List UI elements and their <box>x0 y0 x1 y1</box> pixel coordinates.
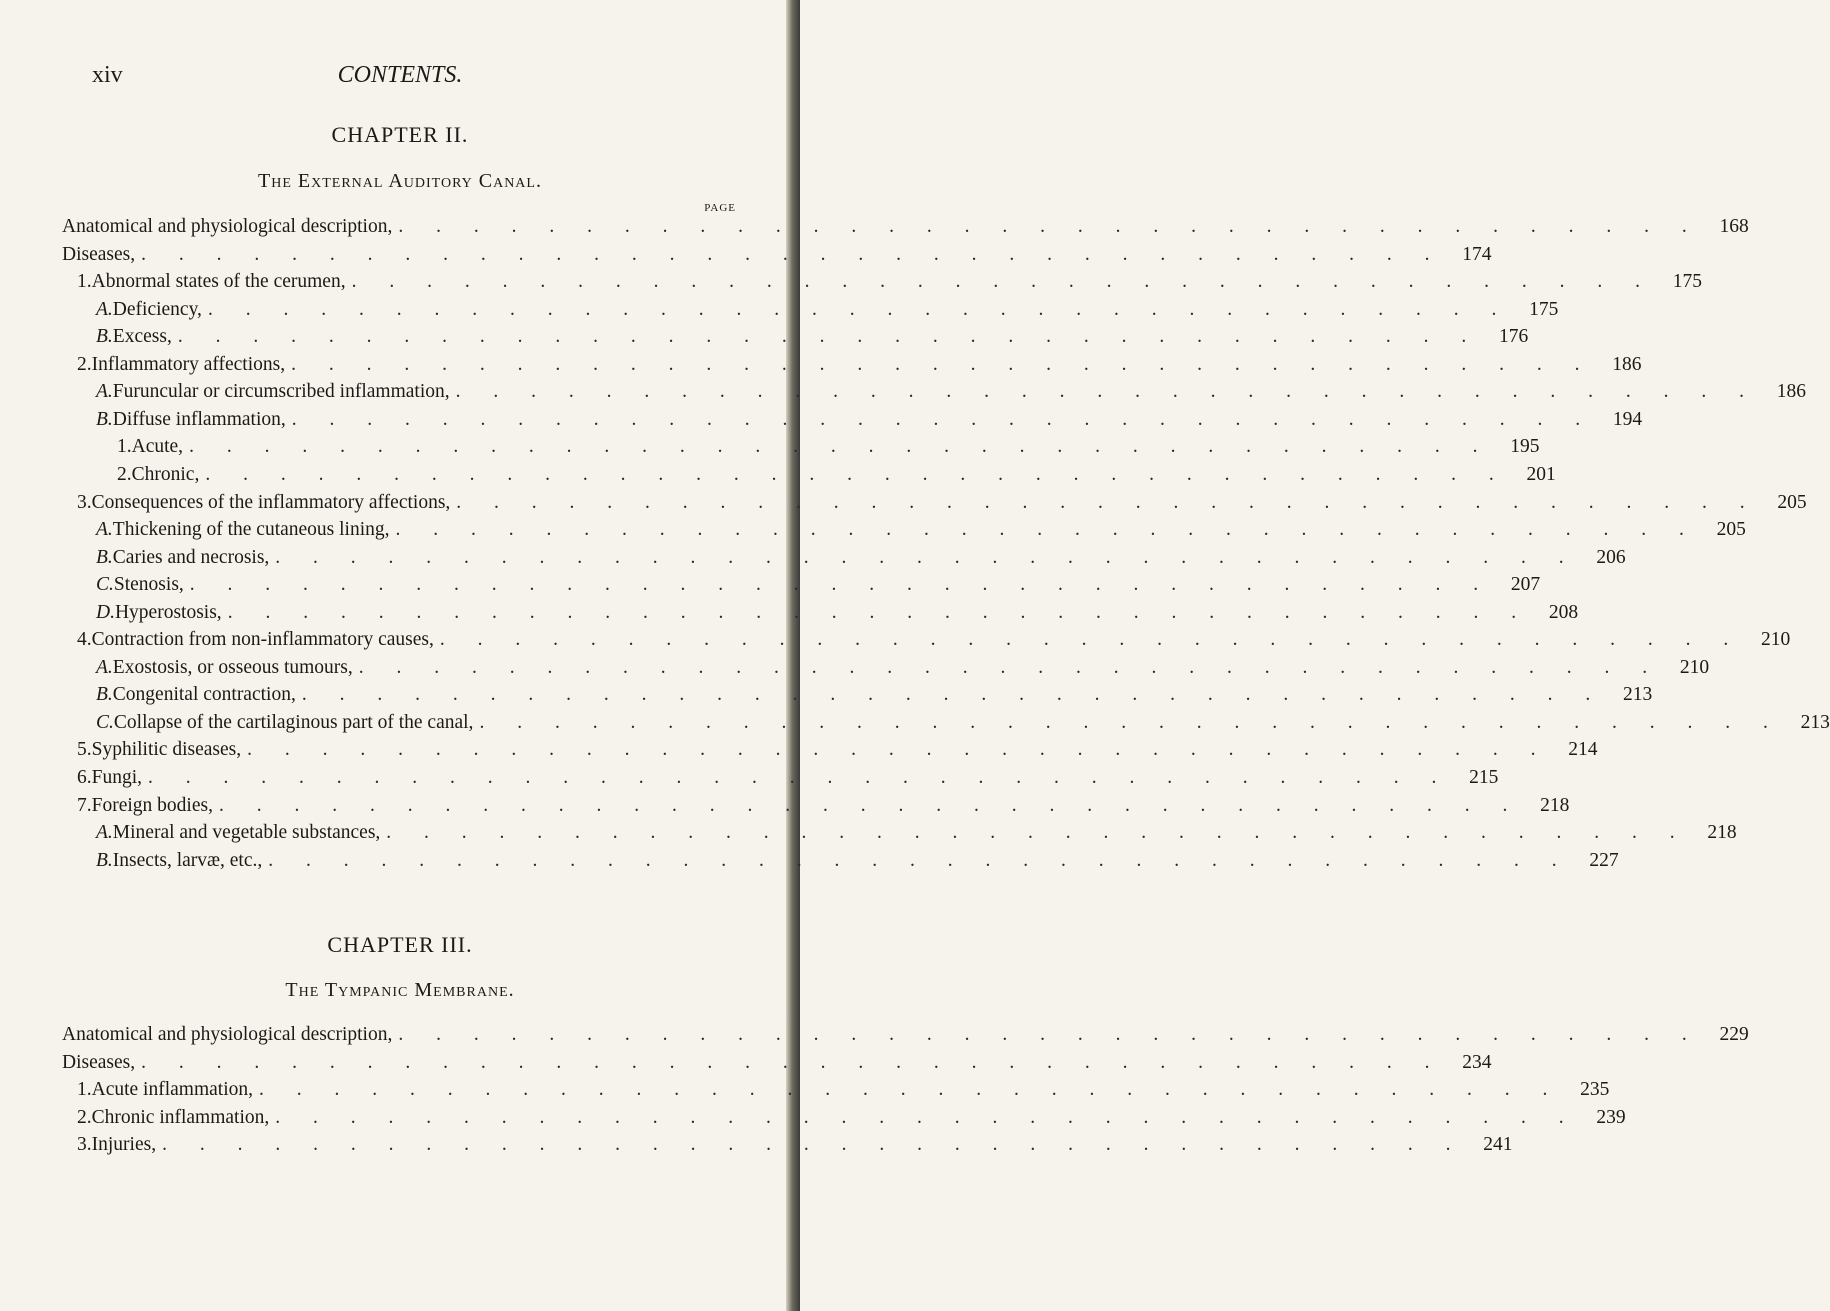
toc-entry <box>96 407 1643 433</box>
dot-leader: . . . . . . . . . . . . . . . . . . . . . . . . . . . . . . . . . . . <box>207 298 1511 320</box>
entry-text: Furuncular or circumscribed inflammation, <box>112 381 450 403</box>
toc-entry <box>77 793 1570 819</box>
entry-text: Hyperostosis, <box>114 601 222 623</box>
entry-number: 3. <box>77 1134 92 1156</box>
entry-page-number: 174 <box>1462 243 1492 265</box>
entry-page-number: 218 <box>1540 794 1570 816</box>
entry-text: Collapse of the cartilaginous part of the canal, <box>113 711 474 733</box>
entry-page-number: 207 <box>1510 574 1541 596</box>
dot-leader: . . . . . . . . . . . . . . . . . . . . . . . . . . . . . . . . . . . <box>386 822 1689 844</box>
toc-entry <box>77 627 1791 653</box>
entry-page-number: 208 <box>1548 601 1579 623</box>
page-number: xiv <box>92 62 123 88</box>
entry-letter: C. <box>96 711 114 733</box>
entry-text: Syphilitic diseases, <box>91 739 242 761</box>
entry-number: 4. <box>77 629 92 651</box>
dot-leader: . . . . . . . . . . . . . . . . . . . . . . . . . . . . . . . . . . . <box>218 794 1522 816</box>
toc-entry <box>96 572 1541 598</box>
entry-page-number: 175 <box>1672 271 1702 293</box>
dot-leader: . . . . . . . . . . . . . . . . . . . . . . . . . . . . . . . . . . . <box>291 408 1595 430</box>
dot-leader: . . . . . . . . . . . . . . . . . . . . . . . . . . . . . . . . . . . <box>141 243 1444 265</box>
entry-text: Insects, larvæ, etc., <box>112 849 263 871</box>
entry-text: Stenosis, <box>113 574 184 596</box>
entry-number: 7. <box>77 794 92 816</box>
dot-leader: . . . . . . . . . . . . . . . . . . . . . . . . . . . . . . . . . . . <box>395 519 1698 541</box>
entry-page-number: 175 <box>1529 298 1559 320</box>
dot-leader: . . . . . . . . . . . . . . . . . . . . . . . . . . . . . . . . . . . <box>141 1051 1444 1073</box>
entry-text: Congenital contraction, <box>112 684 296 706</box>
entry-page-number: 176 <box>1498 326 1529 348</box>
entry-text: Chronic inflammation, <box>91 1106 270 1128</box>
dot-leader: . . . . . . . . . . . . . . . . . . . . . . . . . . . . . . . . . . . <box>259 1079 1562 1101</box>
entry-number: 3. <box>77 491 92 513</box>
toc-entry <box>77 1077 1610 1103</box>
toc-entry <box>62 242 1492 268</box>
dot-leader: . . . . . . . . . . . . . . . . . . . . . . . . . . . . . . . . . . . <box>479 711 1782 733</box>
entry-page-number: 186 <box>1776 381 1806 403</box>
dot-leader: . . . . . . . . . . . . . . . . . . . . . . . . . . . . . . . . . . . <box>275 546 1578 568</box>
entry-page-number: 206 <box>1596 546 1626 568</box>
toc-entry <box>96 600 1579 626</box>
entry-page-number: 205 <box>1777 491 1807 513</box>
dot-leader: . . . . . . . . . . . . . . . . . . . . . . . . . . . . . . . . . . . <box>275 1106 1578 1128</box>
dot-leader: . . . . . . . . . . . . . . . . . . . . . . . . . . . . . . . . . . . <box>162 1134 1465 1156</box>
entry-text: Caries and necrosis, <box>112 546 270 568</box>
entry-text: Mineral and vegetable substances, <box>112 822 381 844</box>
entry-letter: A. <box>96 298 113 320</box>
page-header <box>0 62 800 92</box>
entry-text: Diseases, <box>62 243 136 265</box>
entry-text: Acute inflammation, <box>91 1079 253 1101</box>
entry-number: 6. <box>77 767 92 788</box>
toc-entry <box>96 655 1710 681</box>
entry-number: 2. <box>77 353 92 375</box>
toc-entry <box>96 324 1529 350</box>
toc-entry <box>96 682 1653 708</box>
dot-leader: . . . . . . . . . . . . . . . . . . . . . . . . . . . . . . . . . . . <box>177 326 1481 348</box>
entry-text: Anatomical and physiological description, <box>62 216 393 237</box>
dot-leader: . . . . . . . . . . . . . . . . . . . . . . . . . . . . . . . . . . . <box>398 1024 1701 1045</box>
entry-page-number: 235 <box>1580 1079 1610 1101</box>
toc-entry <box>96 820 1737 846</box>
entry-page-number: 201 <box>1526 463 1556 485</box>
toc-entry <box>117 434 1540 460</box>
chapter-2-subtitle: The External Auditory Canal. <box>258 170 542 192</box>
entry-subnumber: 2. <box>117 463 132 485</box>
entry-text: Excess, <box>112 326 172 348</box>
dot-leader: . . . . . . . . . . . . . . . . . . . . . . . . . . . . . . . . . . . <box>148 767 1451 788</box>
entry-page-number: 195 <box>1510 436 1540 458</box>
dot-leader: . . . . . . . . . . . . . . . . . . . . . . . . . . . . . . . . . . . <box>291 353 1594 375</box>
chapter-3-title: CHAPTER III. <box>327 932 473 957</box>
entry-number: 5. <box>77 739 92 761</box>
dot-leader: . . . . . . . . . . . . . . . . . . . . . . . . . . . . . . . . . . . <box>189 436 1492 458</box>
toc-entry <box>62 1022 1749 1048</box>
entry-letter: B. <box>96 684 113 706</box>
toc-entry <box>77 490 1807 516</box>
entry-number: 1. <box>77 1079 92 1101</box>
toc-entry <box>96 517 1746 543</box>
toc-entry <box>77 765 1499 791</box>
entry-page-number: 239 <box>1596 1106 1626 1128</box>
toc-entry <box>96 545 1626 571</box>
entry-page-number: 194 <box>1612 408 1643 430</box>
entry-page-number: 241 <box>1483 1134 1513 1156</box>
dot-leader: . . . . . . . . . . . . . . . . . . . . . . . . . . . . . . . . . . . <box>455 381 1758 403</box>
entry-page-number: 213 <box>1622 684 1653 706</box>
entry-text: Deficiency, <box>112 298 202 320</box>
entry-page-number: 210 <box>1761 629 1791 651</box>
page-column-label: PAGE <box>704 202 736 214</box>
entry-letter: B. <box>96 849 113 871</box>
toc-entry <box>77 1105 1626 1131</box>
entry-page-number: 210 <box>1679 656 1710 678</box>
entry-text: Chronic, <box>131 463 200 485</box>
entry-text: Abnormal states of the cerumen, <box>91 271 346 293</box>
toc-entry <box>117 462 1556 488</box>
entry-text: Contraction from non-inflammatory causes, <box>91 629 434 651</box>
entry-text: Exostosis, or osseous tumours, <box>112 656 353 678</box>
entry-number: 1. <box>77 271 92 293</box>
entry-text: Foreign bodies, <box>91 794 213 816</box>
toc-entry <box>96 297 1559 323</box>
entry-letter: C. <box>96 574 114 596</box>
entry-letter: D. <box>96 601 115 623</box>
dot-leader: . . . . . . . . . . . . . . . . . . . . . . . . . . . . . . . . . . . <box>351 271 1654 293</box>
entry-page-number: 234 <box>1462 1051 1492 1073</box>
entry-text: Fungi, <box>91 767 143 788</box>
dot-leader: . . . . . . . . . . . . . . . . . . . . . . . . . . . . . . . . . . . <box>189 574 1493 596</box>
entry-page-number: 205 <box>1716 519 1746 541</box>
entry-page-number: 215 <box>1469 767 1499 788</box>
entry-letter: A. <box>96 656 113 678</box>
toc-entry <box>77 1132 1513 1158</box>
entry-text: Anatomical and physiological description, <box>62 1024 393 1045</box>
entry-page-number: 186 <box>1612 353 1642 375</box>
entry-text: Acute, <box>131 436 184 458</box>
entry-text: Thickening of the cutaneous lining, <box>112 519 390 541</box>
entry-letter: A. <box>96 519 113 541</box>
toc-entry <box>77 737 1598 763</box>
dot-leader: . . . . . . . . . . . . . . . . . . . . . . . . . . . . . . . . . . . <box>439 629 1743 651</box>
entry-page-number: 213 <box>1800 711 1830 733</box>
toc-entry <box>77 352 1642 378</box>
entry-text: Diseases, <box>62 1051 136 1073</box>
entry-number: 2. <box>77 1106 92 1128</box>
entry-letter: B. <box>96 408 113 430</box>
entry-text: Inflammatory affections, <box>91 353 286 375</box>
entry-text: Diffuse inflammation, <box>112 408 286 430</box>
dot-leader: . . . . . . . . . . . . . . . . . . . . . . . . . . . . . . . . . . . <box>268 849 1571 871</box>
entry-page-number: 218 <box>1707 822 1737 844</box>
dot-leader: . . . . . . . . . . . . . . . . . . . . . . . . . . . . . . . . . . . <box>398 216 1701 237</box>
entry-text: Injuries, <box>91 1134 157 1156</box>
entry-letter: A. <box>96 381 113 403</box>
dot-leader: . . . . . . . . . . . . . . . . . . . . . . . . . . . . . . . . . . . <box>227 601 1531 623</box>
dot-leader: . . . . . . . . . . . . . . . . . . . . . . . . . . . . . . . . . . . <box>358 656 1662 678</box>
dot-leader: . . . . . . . . . . . . . . . . . . . . . . . . . . . . . . . . . . . <box>205 463 1508 485</box>
chapter-3-subtitle: The Tympanic Membrane. <box>285 979 515 1001</box>
toc-entry <box>62 214 1749 240</box>
toc-entry <box>96 848 1619 874</box>
entry-page-number: 229 <box>1719 1024 1749 1045</box>
entry-letter: A. <box>96 822 113 844</box>
dot-leader: . . . . . . . . . . . . . . . . . . . . . . . . . . . . . . . . . . . <box>301 684 1605 706</box>
toc-entry <box>96 710 1830 736</box>
dot-leader: . . . . . . . . . . . . . . . . . . . . . . . . . . . . . . . . . . . <box>247 739 1550 761</box>
toc-entry <box>96 379 1806 405</box>
entry-subnumber: 1. <box>117 436 132 458</box>
entry-page-number: 214 <box>1568 739 1598 761</box>
chapter-2-title: CHAPTER II. <box>331 122 469 147</box>
toc-entry <box>77 269 1702 295</box>
entry-letter: B. <box>96 546 113 568</box>
dot-leader: . . . . . . . . . . . . . . . . . . . . . . . . . . . . . . . . . . . <box>456 491 1759 513</box>
entry-letter: B. <box>96 326 113 348</box>
toc-entry <box>62 1050 1492 1076</box>
running-head: CONTENTS. <box>337 62 463 88</box>
entry-text: Consequences of the inflammatory affections, <box>91 491 451 513</box>
entry-page-number: 227 <box>1589 849 1619 871</box>
entry-page-number: 168 <box>1719 216 1749 237</box>
